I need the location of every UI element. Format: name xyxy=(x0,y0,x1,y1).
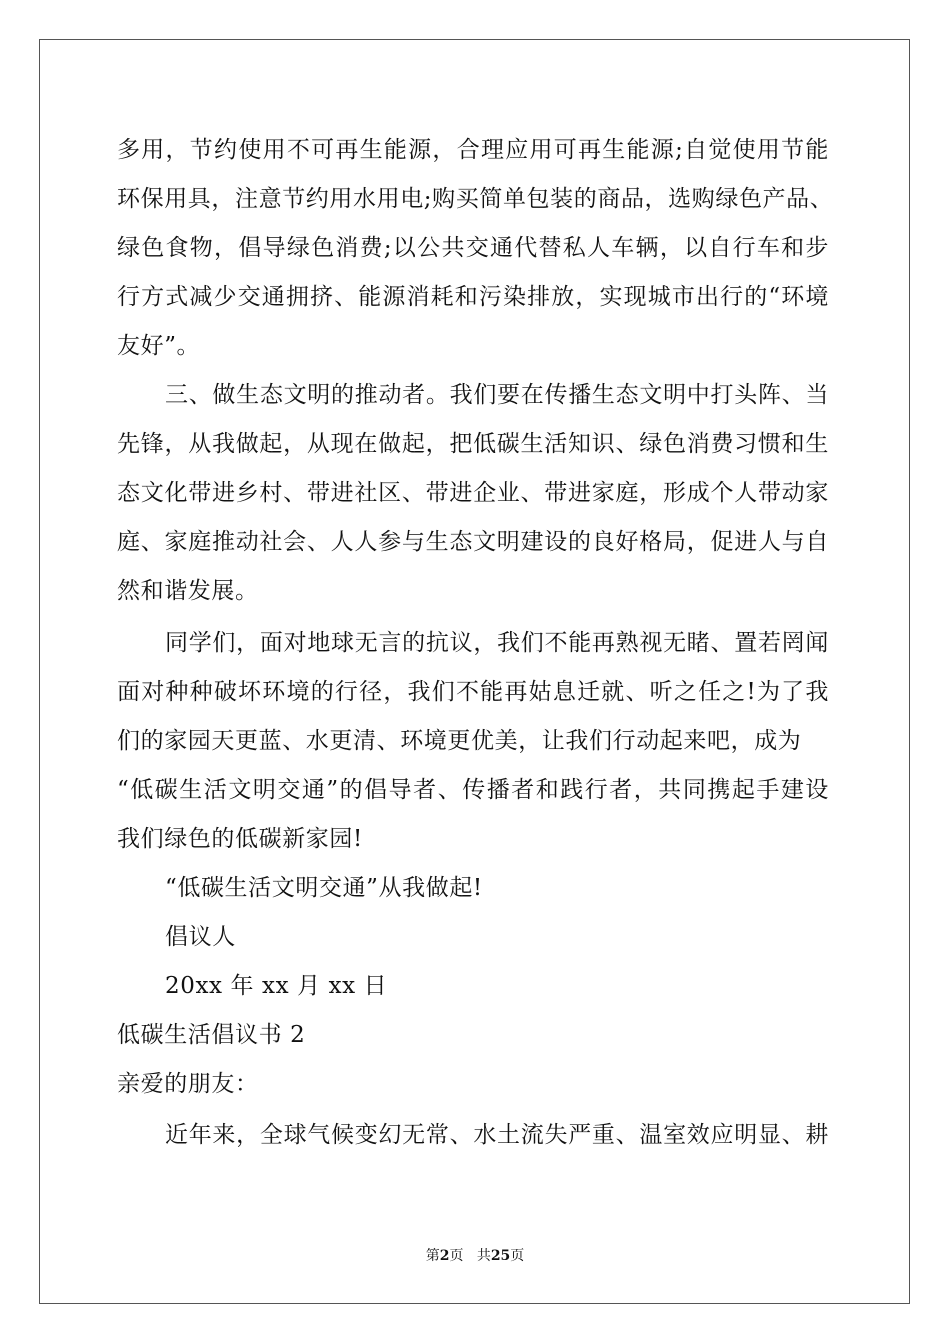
text-line: 态文化带进乡村、带进社区、带进企业、带进家庭，形成个人带动家 xyxy=(117,480,829,506)
text-line: 我们绿色的低碳新家园! xyxy=(117,826,363,852)
footer-total-suffix: 页 xyxy=(510,1248,525,1264)
text-line: 多用，节约使用不可再生能源，合理应用可再生能源;自觉使用节能 xyxy=(117,137,829,163)
signatory-label: 倡议人 xyxy=(165,924,236,950)
footer-total-pages: 25 xyxy=(490,1248,511,1264)
footer-page-number: 2 xyxy=(439,1248,450,1264)
text-line: 绿色食物，倡导绿色消费;以公共交通代替私人车辆，以自行车和步 xyxy=(117,235,829,261)
page-footer xyxy=(0,1245,950,1265)
section-title: 低碳生活倡议书 2 xyxy=(117,1022,306,1048)
paragraph-start-line: 同学们，面对地球无言的抗议，我们不能再熟视无睹、置若罔闻 xyxy=(165,630,829,656)
text-line: 友好”。 xyxy=(117,333,201,359)
paragraph-start-line: 三、做生态文明的推动者。我们要在传播生态文明中打头阵、当 xyxy=(165,382,829,408)
text-line: 庭、家庭推动社会、人人参与生态文明建设的良好格局，促进人与自 xyxy=(117,529,829,555)
date-line: 20xx 年 xx 月 xx 日 xyxy=(165,973,388,999)
page-border xyxy=(39,39,910,1304)
text-line: 然和谐发展。 xyxy=(117,578,259,604)
text-line: 行方式减少交通拥挤、能源消耗和污染排放，实现城市出行的“环境 xyxy=(117,284,829,310)
text-line: 们的家园天更蓝、水更清、环境更优美，让我们行动起来吧，成为 xyxy=(117,728,802,754)
footer-total-prefix: 共 xyxy=(476,1248,491,1264)
text-line: “低碳生活文明交通”的倡导者、传播者和践行者，共同携起手建设 xyxy=(117,777,829,803)
slogan-line: “低碳生活文明交通”从我做起! xyxy=(165,875,483,901)
text-line: 面对种种破坏环境的行径，我们不能再姑息迁就、听之任之!为了我 xyxy=(117,679,829,705)
text-line: 环保用具，注意节约用水用电;购买简单包装的商品，选购绿色产品、 xyxy=(117,186,834,212)
footer-page-prefix: 第 xyxy=(425,1248,440,1264)
salutation: 亲爱的朋友： xyxy=(117,1071,259,1097)
text-line: 先锋，从我做起，从现在做起，把低碳生活知识、绿色消费习惯和生 xyxy=(117,431,829,457)
paragraph-start-line: 近年来，全球气候变幻无常、水土流失严重、温室效应明显、耕 xyxy=(165,1122,829,1148)
footer-page-suffix: 页 xyxy=(449,1248,464,1264)
